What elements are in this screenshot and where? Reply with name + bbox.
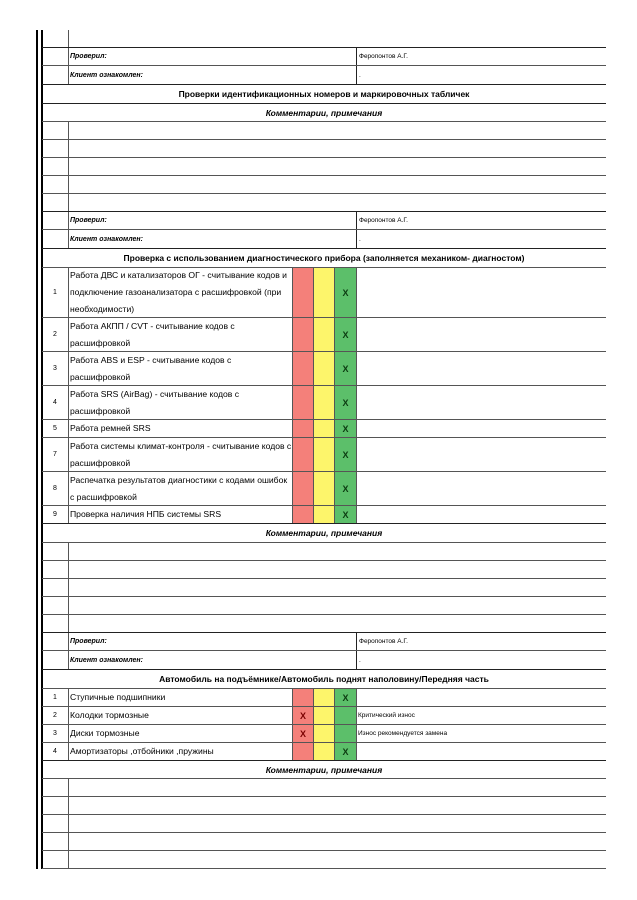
signature-checked-row (42, 212, 606, 230)
item-note[interactable] (357, 689, 606, 706)
status-red-cell[interactable] (293, 386, 314, 419)
comment-row[interactable] (42, 797, 606, 815)
item-number: 5 (42, 420, 69, 437)
check-item-row (42, 268, 606, 318)
checked-by-label: Проверил: (69, 633, 357, 650)
item-text: Работа АКПП / CVT - считывание кодов с расшифровкой (69, 318, 293, 351)
item-text: Работа ремней SRS (69, 420, 293, 437)
item-text: Ступичные подшипники (69, 689, 293, 706)
signature-checked-row (42, 633, 606, 651)
client-acknowledged-label: Клиент ознакомлен: (69, 230, 357, 248)
item-note[interactable] (357, 268, 606, 317)
status-yellow-cell[interactable] (314, 352, 335, 385)
status-red-cell[interactable] (293, 743, 314, 760)
item-text: Амортизаторы ,отбойники ,пружины (69, 743, 293, 760)
item-number: 4 (42, 386, 69, 419)
client-acknowledged-value[interactable]: . (359, 235, 361, 243)
row-number-cell (42, 633, 69, 650)
comment-row[interactable] (42, 579, 606, 597)
status-yellow-cell[interactable] (314, 472, 335, 505)
status-yellow-cell[interactable] (314, 689, 335, 706)
status-red-cell[interactable] (293, 268, 314, 317)
comment-row[interactable] (42, 561, 606, 579)
item-number: 4 (42, 743, 69, 760)
item-text: Работа ABS и ESP - считывание кодов с расшифровкой (69, 352, 293, 385)
status-green-cell[interactable]: X (335, 472, 357, 505)
comment-row[interactable] (42, 122, 606, 140)
signature-client-row (42, 66, 606, 85)
status-red-cell[interactable] (293, 472, 314, 505)
status-green-cell[interactable]: X (335, 743, 357, 760)
status-yellow-cell[interactable] (314, 438, 335, 471)
item-text: Распечатка результатов диагностики с кодами ошибок с расшифровкой (69, 472, 293, 505)
item-note[interactable]: Критический износ (358, 712, 415, 719)
row-number-cell (42, 66, 69, 84)
status-green-cell[interactable]: X (335, 420, 357, 437)
check-item-row (42, 438, 606, 472)
comments-header: Комментарии, примечания (42, 524, 606, 543)
comment-row[interactable] (42, 615, 606, 633)
item-note[interactable] (357, 386, 606, 419)
item-note[interactable] (357, 506, 606, 523)
item-number: 2 (42, 318, 69, 351)
row-number-cell (42, 651, 69, 669)
checked-by-value[interactable]: Феропонтов А.Г. (359, 53, 408, 60)
status-green-cell[interactable]: X (335, 352, 357, 385)
status-green-cell[interactable] (335, 725, 357, 742)
check-item-row (42, 352, 606, 386)
status-green-cell[interactable] (335, 707, 357, 724)
item-text: Колодки тормозные (69, 707, 293, 724)
item-text: Работа системы климат-контроля - считывание кодов с расшифровкой (69, 438, 293, 471)
status-red-cell[interactable] (293, 506, 314, 523)
inspection-sheet (42, 30, 606, 869)
item-note[interactable] (357, 472, 606, 505)
section-header: Автомобиль на подъёмнике/Автомобиль поднят наполовину/Передняя часть (42, 670, 606, 689)
status-red-cell[interactable] (293, 352, 314, 385)
check-item-row (42, 420, 606, 438)
check-item-row (42, 689, 606, 707)
client-acknowledged-value[interactable]: . (359, 71, 361, 79)
item-number: 1 (42, 268, 69, 317)
comment-row[interactable] (42, 176, 606, 194)
status-red-cell[interactable] (293, 438, 314, 471)
item-note[interactable] (357, 318, 606, 351)
comment-row[interactable] (42, 779, 606, 797)
item-note[interactable] (357, 420, 606, 437)
check-item-row (42, 707, 606, 725)
status-yellow-cell[interactable] (314, 268, 335, 317)
check-item-row (42, 318, 606, 352)
check-item-row (42, 472, 606, 506)
client-acknowledged-value[interactable]: . (359, 656, 361, 664)
item-number: 2 (42, 707, 69, 724)
status-yellow-cell[interactable] (314, 318, 335, 351)
comment-row[interactable] (42, 158, 606, 176)
row-number-cell (42, 48, 69, 65)
check-item-row (42, 506, 606, 524)
comment-row[interactable] (42, 597, 606, 615)
item-number: 3 (42, 352, 69, 385)
item-number: 3 (42, 725, 69, 742)
comment-row[interactable] (42, 140, 606, 158)
status-yellow-cell[interactable] (314, 707, 335, 724)
checked-by-value[interactable]: Феропонтов А.Г. (359, 217, 408, 224)
status-green-cell[interactable]: X (335, 268, 357, 317)
comment-row[interactable] (42, 543, 606, 561)
status-red-cell[interactable] (293, 689, 314, 706)
status-yellow-cell[interactable] (314, 506, 335, 523)
row-number-cell (42, 30, 69, 47)
client-acknowledged-label: Клиент ознакомлен: (69, 66, 357, 84)
item-text: Диски тормозные (69, 725, 293, 742)
status-green-cell[interactable]: X (335, 318, 357, 351)
status-green-cell[interactable]: X (335, 438, 357, 471)
item-number: 7 (42, 438, 69, 471)
signature-client-row (42, 651, 606, 670)
item-text: Проверка наличия НПБ системы SRS (69, 506, 293, 523)
item-number: 9 (42, 506, 69, 523)
checked-by-label: Проверил: (69, 48, 357, 65)
item-note[interactable]: Износ рекомендуется замена (358, 730, 448, 737)
comment-row[interactable] (42, 851, 606, 869)
signature-checked-row (42, 48, 606, 66)
item-text: Работа SRS (AirBag) - считывание кодов с расшифровкой (69, 386, 293, 419)
check-item-row (42, 725, 606, 743)
row-number-cell (42, 230, 69, 248)
section-header: Проверка с использованием диагностического прибора (заполняется механиком- диагностом) (42, 249, 606, 268)
comment-row[interactable] (42, 815, 606, 833)
comment-row[interactable] (42, 194, 606, 212)
comment-row[interactable] (42, 833, 606, 851)
status-red-cell[interactable] (293, 420, 314, 437)
item-number: 8 (42, 472, 69, 505)
status-red-cell[interactable]: X (293, 725, 314, 742)
comments-header: Комментарии, примечания (42, 761, 606, 779)
checked-by-label: Проверил: (69, 212, 357, 229)
item-note[interactable] (357, 352, 606, 385)
status-green-cell[interactable]: X (335, 689, 357, 706)
comments-header: Комментарии, примечания (42, 104, 606, 122)
blank-row (42, 30, 606, 48)
checked-by-value[interactable]: Феропонтов А.Г. (359, 638, 408, 645)
status-green-cell[interactable]: X (335, 506, 357, 523)
check-item-row (42, 386, 606, 420)
signature-client-row (42, 230, 606, 249)
status-yellow-cell[interactable] (314, 743, 335, 760)
item-note[interactable] (357, 743, 606, 760)
item-number: 1 (42, 689, 69, 706)
status-red-cell[interactable]: X (293, 707, 314, 724)
item-text: Работа ДВС и катализаторов ОГ - считывание кодов и подключение газоанализатора с расшифровкой (при необходимости) (69, 268, 293, 317)
status-yellow-cell[interactable] (314, 420, 335, 437)
status-green-cell[interactable]: X (335, 386, 357, 419)
item-note[interactable] (357, 438, 606, 471)
row-number-cell (42, 212, 69, 229)
status-red-cell[interactable] (293, 318, 314, 351)
client-acknowledged-label: Клиент ознакомлен: (69, 651, 357, 669)
status-yellow-cell[interactable] (314, 725, 335, 742)
page-margin-line (36, 30, 38, 869)
check-item-row (42, 743, 606, 761)
status-yellow-cell[interactable] (314, 386, 335, 419)
section-header: Проверки идентификационных номеров и маркировочных табличек (42, 85, 606, 104)
